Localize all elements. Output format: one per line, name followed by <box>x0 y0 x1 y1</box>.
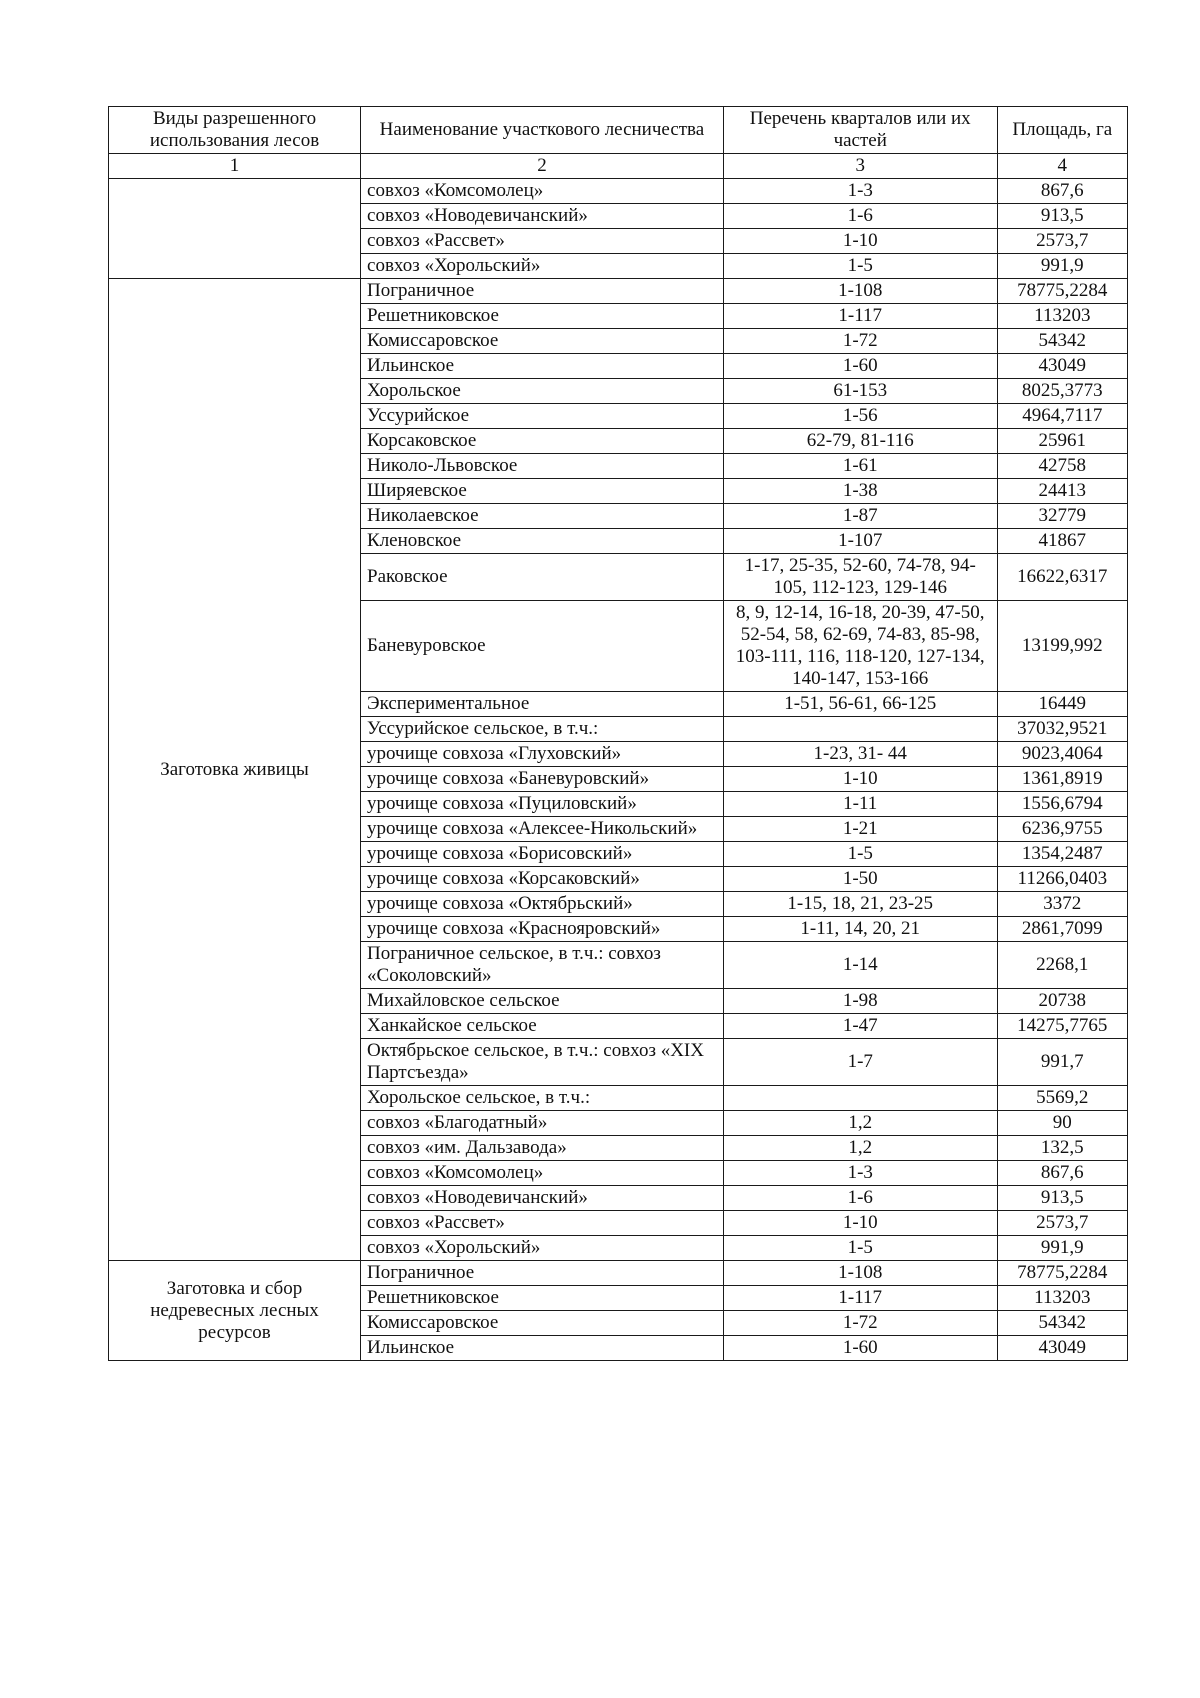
quarters-cell: 1-11, 14, 20, 21 <box>723 917 997 942</box>
forestry-name-cell: совхоз «Благодатный» <box>361 1111 724 1136</box>
quarters-cell: 1-51, 56-61, 66-125 <box>723 692 997 717</box>
forestry-name-cell: Кленовское <box>361 529 724 554</box>
table-row <box>109 1261 1128 1286</box>
forestry-name-cell: Хорольское сельское, в т.ч.: <box>361 1086 724 1111</box>
area-cell: 867,6 <box>997 1161 1127 1186</box>
quarters-cell: 1-117 <box>723 1286 997 1311</box>
table-body <box>109 179 1128 1361</box>
area-cell: 90 <box>997 1111 1127 1136</box>
forestry-name-cell: Ханкайское сельское <box>361 1014 724 1039</box>
quarters-cell: 1,2 <box>723 1136 997 1161</box>
forestry-name-cell: Уссурийское <box>361 404 724 429</box>
forestry-name-cell: Баневуровское <box>361 601 724 692</box>
quarters-cell: 1-21 <box>723 817 997 842</box>
quarters-cell: 1-108 <box>723 279 997 304</box>
quarters-cell <box>723 1086 997 1111</box>
forestry-name-cell: урочище совхоза «Борисовский» <box>361 842 724 867</box>
area-cell: 8025,3773 <box>997 379 1127 404</box>
quarters-cell: 1-117 <box>723 304 997 329</box>
header-area-ha: Площадь, га <box>997 107 1127 154</box>
area-cell: 6236,9755 <box>997 817 1127 842</box>
forestry-name-cell: урочище совхоза «Корсаковский» <box>361 867 724 892</box>
forestry-name-cell: Ильинское <box>361 354 724 379</box>
quarters-cell: 1-5 <box>723 254 997 279</box>
forest-use-table <box>108 106 1128 1361</box>
quarters-cell: 1-107 <box>723 529 997 554</box>
forestry-name-cell: урочище совхоза «Октябрьский» <box>361 892 724 917</box>
quarters-cell: 1-61 <box>723 454 997 479</box>
area-cell: 5569,2 <box>997 1086 1127 1111</box>
forestry-name-cell: совхоз «им. Дальзавода» <box>361 1136 724 1161</box>
forestry-name-cell: Комиссаровское <box>361 329 724 354</box>
forestry-name-cell: совхоз «Комсомолец» <box>361 179 724 204</box>
forestry-name-cell: урочище совхоза «Краснояровский» <box>361 917 724 942</box>
quarters-cell: 1-10 <box>723 767 997 792</box>
area-cell: 54342 <box>997 329 1127 354</box>
forestry-name-cell: Экспериментальное <box>361 692 724 717</box>
area-cell: 54342 <box>997 1311 1127 1336</box>
quarters-cell: 1-10 <box>723 229 997 254</box>
table-row <box>109 179 1128 204</box>
forestry-name-cell: Хорольское <box>361 379 724 404</box>
forestry-name-cell: Уссурийское сельское, в т.ч.: <box>361 717 724 742</box>
area-cell: 43049 <box>997 1336 1127 1361</box>
forestry-name-cell: Николо-Львовское <box>361 454 724 479</box>
area-cell: 113203 <box>997 304 1127 329</box>
forestry-name-cell: совхоз «Рассвет» <box>361 1211 724 1236</box>
area-cell: 24413 <box>997 479 1127 504</box>
forestry-name-cell: Корсаковское <box>361 429 724 454</box>
quarters-cell: 61-153 <box>723 379 997 404</box>
forestry-name-cell: совхоз «Рассвет» <box>361 229 724 254</box>
forestry-name-cell: урочище совхоза «Глуховский» <box>361 742 724 767</box>
forestry-name-cell: Пограничное <box>361 279 724 304</box>
forestry-name-cell: совхоз «Хорольский» <box>361 1236 724 1261</box>
quarters-cell: 1-5 <box>723 1236 997 1261</box>
area-cell: 13199,992 <box>997 601 1127 692</box>
forestry-name-cell: Раковское <box>361 554 724 601</box>
forestry-name-cell: урочище совхоза «Баневуровский» <box>361 767 724 792</box>
kind-of-use-cell <box>109 179 361 279</box>
area-cell: 3372 <box>997 892 1127 917</box>
quarters-cell: 1-72 <box>723 329 997 354</box>
area-cell: 37032,9521 <box>997 717 1127 742</box>
area-cell: 14275,7765 <box>997 1014 1127 1039</box>
quarters-cell: 1-47 <box>723 1014 997 1039</box>
quarters-cell: 1-98 <box>723 989 997 1014</box>
quarters-cell: 1-50 <box>723 867 997 892</box>
area-cell: 132,5 <box>997 1136 1127 1161</box>
area-cell: 43049 <box>997 354 1127 379</box>
area-cell: 113203 <box>997 1286 1127 1311</box>
quarters-cell: 1,2 <box>723 1111 997 1136</box>
forestry-name-cell: Комиссаровское <box>361 1311 724 1336</box>
area-cell: 1361,8919 <box>997 767 1127 792</box>
quarters-cell: 1-23, 31- 44 <box>723 742 997 767</box>
quarters-cell: 8, 9, 12-14, 16-18, 20-39, 47-50, 52-54, 58, 62-69, 74-83, 85-98, 103-111, 116, 118-120, 127-134, 140-147, 153-166 <box>723 601 997 692</box>
area-cell: 913,5 <box>997 204 1127 229</box>
quarters-cell: 1-108 <box>723 1261 997 1286</box>
quarters-cell: 1-38 <box>723 479 997 504</box>
area-cell: 1556,6794 <box>997 792 1127 817</box>
forestry-name-cell: Октябрьское сельское, в т.ч.: совхоз «XIX Партсъезда» <box>361 1039 724 1086</box>
forestry-name-cell: Пограничное <box>361 1261 724 1286</box>
forestry-name-cell: Ширяевское <box>361 479 724 504</box>
forestry-name-cell: Решетниковское <box>361 304 724 329</box>
area-cell: 16622,6317 <box>997 554 1127 601</box>
quarters-cell: 1-5 <box>723 842 997 867</box>
quarters-cell: 1-10 <box>723 1211 997 1236</box>
area-cell: 78775,2284 <box>997 1261 1127 1286</box>
quarters-cell: 1-3 <box>723 1161 997 1186</box>
column-number-1: 1 <box>109 154 361 179</box>
forestry-name-cell: Николаевское <box>361 504 724 529</box>
quarters-cell: 1-11 <box>723 792 997 817</box>
column-number-4: 4 <box>997 154 1127 179</box>
area-cell: 2573,7 <box>997 1211 1127 1236</box>
forestry-name-cell: Решетниковское <box>361 1286 724 1311</box>
column-number-row <box>109 154 1128 179</box>
forestry-name-cell: совхоз «Новодевичанский» <box>361 204 724 229</box>
quarters-cell: 1-7 <box>723 1039 997 1086</box>
quarters-cell: 1-6 <box>723 1186 997 1211</box>
header-forestry-name: Наименование участкового лесничества <box>361 107 724 154</box>
area-cell: 991,9 <box>997 1236 1127 1261</box>
area-cell: 991,9 <box>997 254 1127 279</box>
area-cell: 16449 <box>997 692 1127 717</box>
kind-of-use-cell: Заготовка и сбор недревесных лесных ресурсов <box>109 1261 361 1361</box>
header-quarters-list: Перечень кварталов или их частей <box>723 107 997 154</box>
area-cell: 4964,7117 <box>997 404 1127 429</box>
area-cell: 25961 <box>997 429 1127 454</box>
area-cell: 2573,7 <box>997 229 1127 254</box>
area-cell: 11266,0403 <box>997 867 1127 892</box>
forestry-name-cell: урочище совхоза «Алексее-Никольский» <box>361 817 724 842</box>
area-cell: 2861,7099 <box>997 917 1127 942</box>
forestry-name-cell: Ильинское <box>361 1336 724 1361</box>
forestry-name-cell: Пограничное сельское, в т.ч.: совхоз «Соколовский» <box>361 942 724 989</box>
table-row <box>109 279 1128 304</box>
area-cell: 867,6 <box>997 179 1127 204</box>
quarters-cell: 1-3 <box>723 179 997 204</box>
forestry-name-cell: совхоз «Новодевичанский» <box>361 1186 724 1211</box>
quarters-cell: 1-6 <box>723 204 997 229</box>
forestry-name-cell: Михайловское сельское <box>361 989 724 1014</box>
quarters-cell: 1-15, 18, 21, 23-25 <box>723 892 997 917</box>
quarters-cell: 1-14 <box>723 942 997 989</box>
kind-of-use-cell: Заготовка живицы <box>109 279 361 1261</box>
quarters-cell: 62-79, 81-116 <box>723 429 997 454</box>
area-cell: 32779 <box>997 504 1127 529</box>
column-number-3: 3 <box>723 154 997 179</box>
area-cell: 991,7 <box>997 1039 1127 1086</box>
area-cell: 913,5 <box>997 1186 1127 1211</box>
quarters-cell: 1-72 <box>723 1311 997 1336</box>
area-cell: 20738 <box>997 989 1127 1014</box>
area-cell: 2268,1 <box>997 942 1127 989</box>
forestry-name-cell: урочище совхоза «Пуциловский» <box>361 792 724 817</box>
area-cell: 9023,4064 <box>997 742 1127 767</box>
quarters-cell: 1-60 <box>723 1336 997 1361</box>
quarters-cell: 1-17, 25-35, 52-60, 74-78, 94-105, 112-123, 129-146 <box>723 554 997 601</box>
quarters-cell: 1-56 <box>723 404 997 429</box>
area-cell: 42758 <box>997 454 1127 479</box>
quarters-cell: 1-87 <box>723 504 997 529</box>
column-number-2: 2 <box>361 154 724 179</box>
forestry-name-cell: совхоз «Комсомолец» <box>361 1161 724 1186</box>
header-kind-of-use: Виды разрешенного использования лесов <box>109 107 361 154</box>
forestry-name-cell: совхоз «Хорольский» <box>361 254 724 279</box>
area-cell: 78775,2284 <box>997 279 1127 304</box>
quarters-cell <box>723 717 997 742</box>
quarters-cell: 1-60 <box>723 354 997 379</box>
table-header-row <box>109 107 1128 154</box>
area-cell: 41867 <box>997 529 1127 554</box>
area-cell: 1354,2487 <box>997 842 1127 867</box>
